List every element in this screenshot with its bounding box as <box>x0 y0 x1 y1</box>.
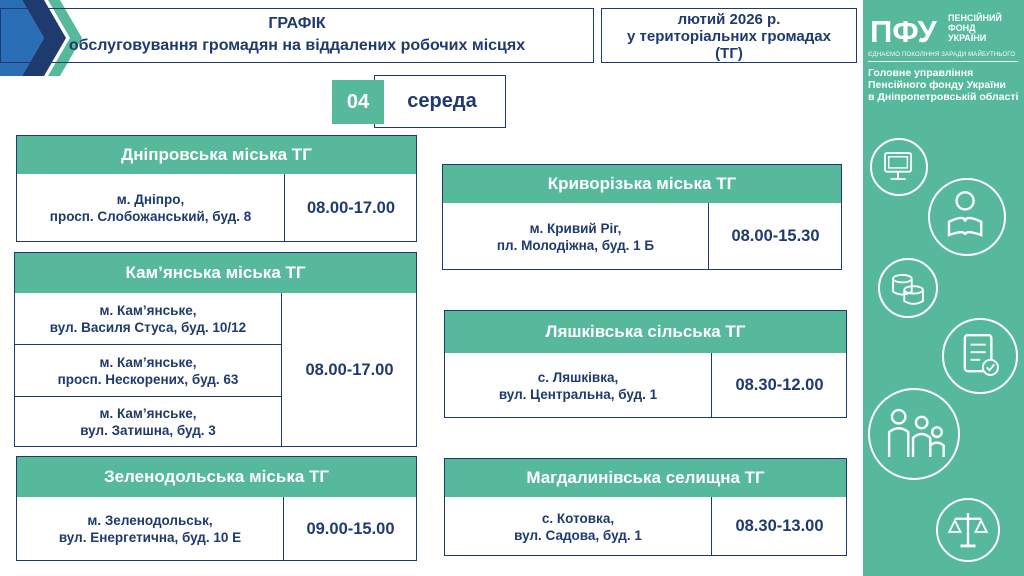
family-icon <box>868 388 960 480</box>
address-city: м. Зеленодольськ, <box>87 513 213 528</box>
community-name: Ляшківська сільська ТГ <box>445 311 846 353</box>
scales-icon <box>936 498 1000 562</box>
community-card-kamianske <box>14 252 417 447</box>
office-name <box>868 67 1020 103</box>
pfu-logo-text: ПФУ <box>870 14 937 49</box>
pfu-logo <box>870 10 940 50</box>
office-line2: Пенсійного фонду України <box>868 79 1007 91</box>
address <box>15 345 281 396</box>
office-line1: Головне управління <box>868 67 974 79</box>
community-name: Криворізька міська ТГ <box>443 165 841 203</box>
period-box <box>601 8 857 63</box>
address <box>15 293 281 344</box>
address-street: просп. Слобожанський, буд. 8 <box>49 209 252 224</box>
address <box>15 397 281 447</box>
address <box>445 353 711 418</box>
pfu-slogan: ЄДНАЄМО ПОКОЛІННЯ ЗАРАДИ МАЙБУТНЬОГО <box>868 52 1016 58</box>
sidebar-divider <box>868 61 1018 62</box>
address <box>17 174 284 242</box>
period-abbr: (ТГ) <box>715 45 743 62</box>
community-name: Дніпровська міська ТГ <box>17 136 416 174</box>
address-city: м. Дніпро, <box>116 192 185 207</box>
period-month: лютий 2026 р. <box>677 11 781 28</box>
address <box>17 497 283 561</box>
address <box>445 497 711 556</box>
office-line3: в Дніпропетровській області <box>868 91 1019 103</box>
working-hours: 08.00-15.30 <box>708 203 842 270</box>
working-hours: 08.00-17.00 <box>284 174 417 242</box>
address-city: с. Ляшківка, <box>537 369 619 385</box>
community-card-mahdalynivka <box>444 458 847 556</box>
address-street: вул. Садова, буд. 1 <box>514 527 642 543</box>
address-city: с. Котовка, <box>541 510 615 526</box>
day-name <box>374 75 506 128</box>
address-street: вул. Затишна, буд. 3 <box>80 423 216 438</box>
community-name: Магдалинівська селищна ТГ <box>445 459 846 497</box>
community-card-liashkivka <box>444 310 847 418</box>
address-city: м. Кам’янське, <box>99 302 197 318</box>
day-name-text: середа <box>407 90 477 112</box>
address-street: просп. Нескорених, буд. 63 <box>57 371 239 387</box>
working-hours: 08.30-13.00 <box>711 497 847 556</box>
schedule-title <box>0 8 594 63</box>
address-street: вул. Центральна, буд. 1 <box>498 386 658 402</box>
coins-icon <box>878 258 938 318</box>
day-number <box>332 80 384 124</box>
address-city: м. Кам’янське, <box>99 406 197 421</box>
pfu-name-line2: ФОНД <box>948 23 976 33</box>
community-card-dnipro <box>16 135 417 242</box>
address-city: м. Кривий Ріг, <box>529 220 622 236</box>
day-number-text: 04 <box>346 90 370 113</box>
community-name: Кам’янська міська ТГ <box>15 253 416 293</box>
community-card-zelenodolsk <box>16 456 417 561</box>
reading-person-icon <box>928 178 1006 256</box>
working-hours: 08.30-12.00 <box>711 353 847 418</box>
address <box>443 203 708 270</box>
working-hours: 09.00-15.00 <box>283 497 417 561</box>
computer-icon <box>870 138 928 196</box>
address-street: вул. Василя Стуса, буд. 10/12 <box>49 319 247 335</box>
title-subheading: обслуговування громадян на віддалених робочих місцях <box>68 37 526 54</box>
address-city: м. Кам’янське, <box>99 354 197 370</box>
community-name: Зеленодольська міська ТГ <box>17 457 416 497</box>
address-street: пл. Молодіжна, буд. 1 Б <box>496 237 655 253</box>
period-scope: у територіальних громадах <box>627 28 831 45</box>
working-hours: 08.00-17.00 <box>281 293 417 447</box>
pfu-name-line1: ПЕНСІЙНИЙ <box>948 13 1002 23</box>
pfu-full-name <box>948 13 1002 43</box>
address-street: вул. Енергетична, буд. 10 Е <box>58 530 242 545</box>
pfu-name-line3: УКРАЇНИ <box>948 33 987 43</box>
community-card-kryvyi-rih <box>442 164 842 270</box>
title-heading: ГРАФІК <box>268 15 326 32</box>
checklist-icon <box>942 318 1018 394</box>
